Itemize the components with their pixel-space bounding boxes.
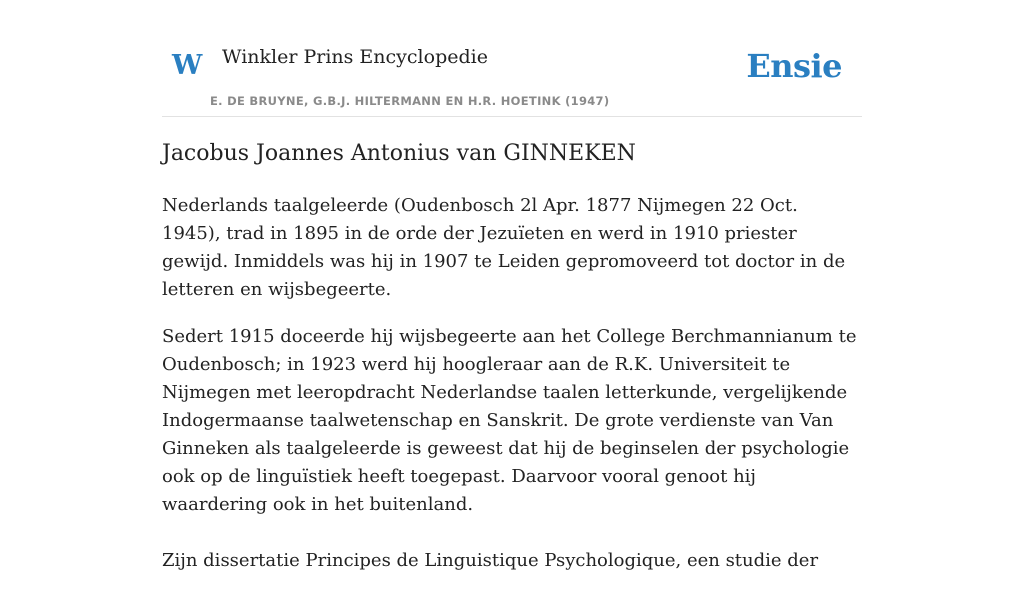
page xyxy=(162,0,862,571)
site-subtitle: E. DE BRUYNE, G.B.J. HILTERMANN EN H.R. HOETINK (1947) xyxy=(210,94,610,108)
site-title[interactable]: Winkler Prins Encyclopedie xyxy=(222,46,488,68)
article-paragraph: Zijn dissertatie Principes de Linguistique Psychologique, een studie der xyxy=(162,550,819,571)
site-header xyxy=(162,0,862,117)
brand-logo[interactable]: Ensie xyxy=(746,47,842,85)
site-logo[interactable]: W xyxy=(172,50,203,81)
article-paragraph: Nederlands taalgeleerde (Oudenbosch 2l Apr. 1877 Nijmegen 22 Oct. 1945), trad in 1895 in de orde der Jezuïeten en werd in 1910 priester gewijd. Inmiddels was hij in 1907 te Leiden gepromoveerd tot doctor in de letteren en wijsbegeerte. xyxy=(162,195,846,300)
article-title: Jacobus Joannes Antonius van GINNEKEN xyxy=(162,141,636,166)
article-paragraph: Sedert 1915 doceerde hij wijsbegeerte aan het College Berchmannianum te Oudenbosch; in 1923 werd hij hoogleraar aan de R.K. Universiteit te Nijmegen met leeropdracht Nederlandse taalen letterkunde, vergelijkende Indogermaanse taalwetenschap en Sanskrit. De grote verdienste van Van Ginneken als taalgeleerde is geweest dat hij de beginselen der psychologie ook op de linguïstiek heeft toegepast. Daarvoor vooral genoot hij waardering ook in het buitenland. xyxy=(162,326,857,515)
article-body xyxy=(162,192,862,594)
